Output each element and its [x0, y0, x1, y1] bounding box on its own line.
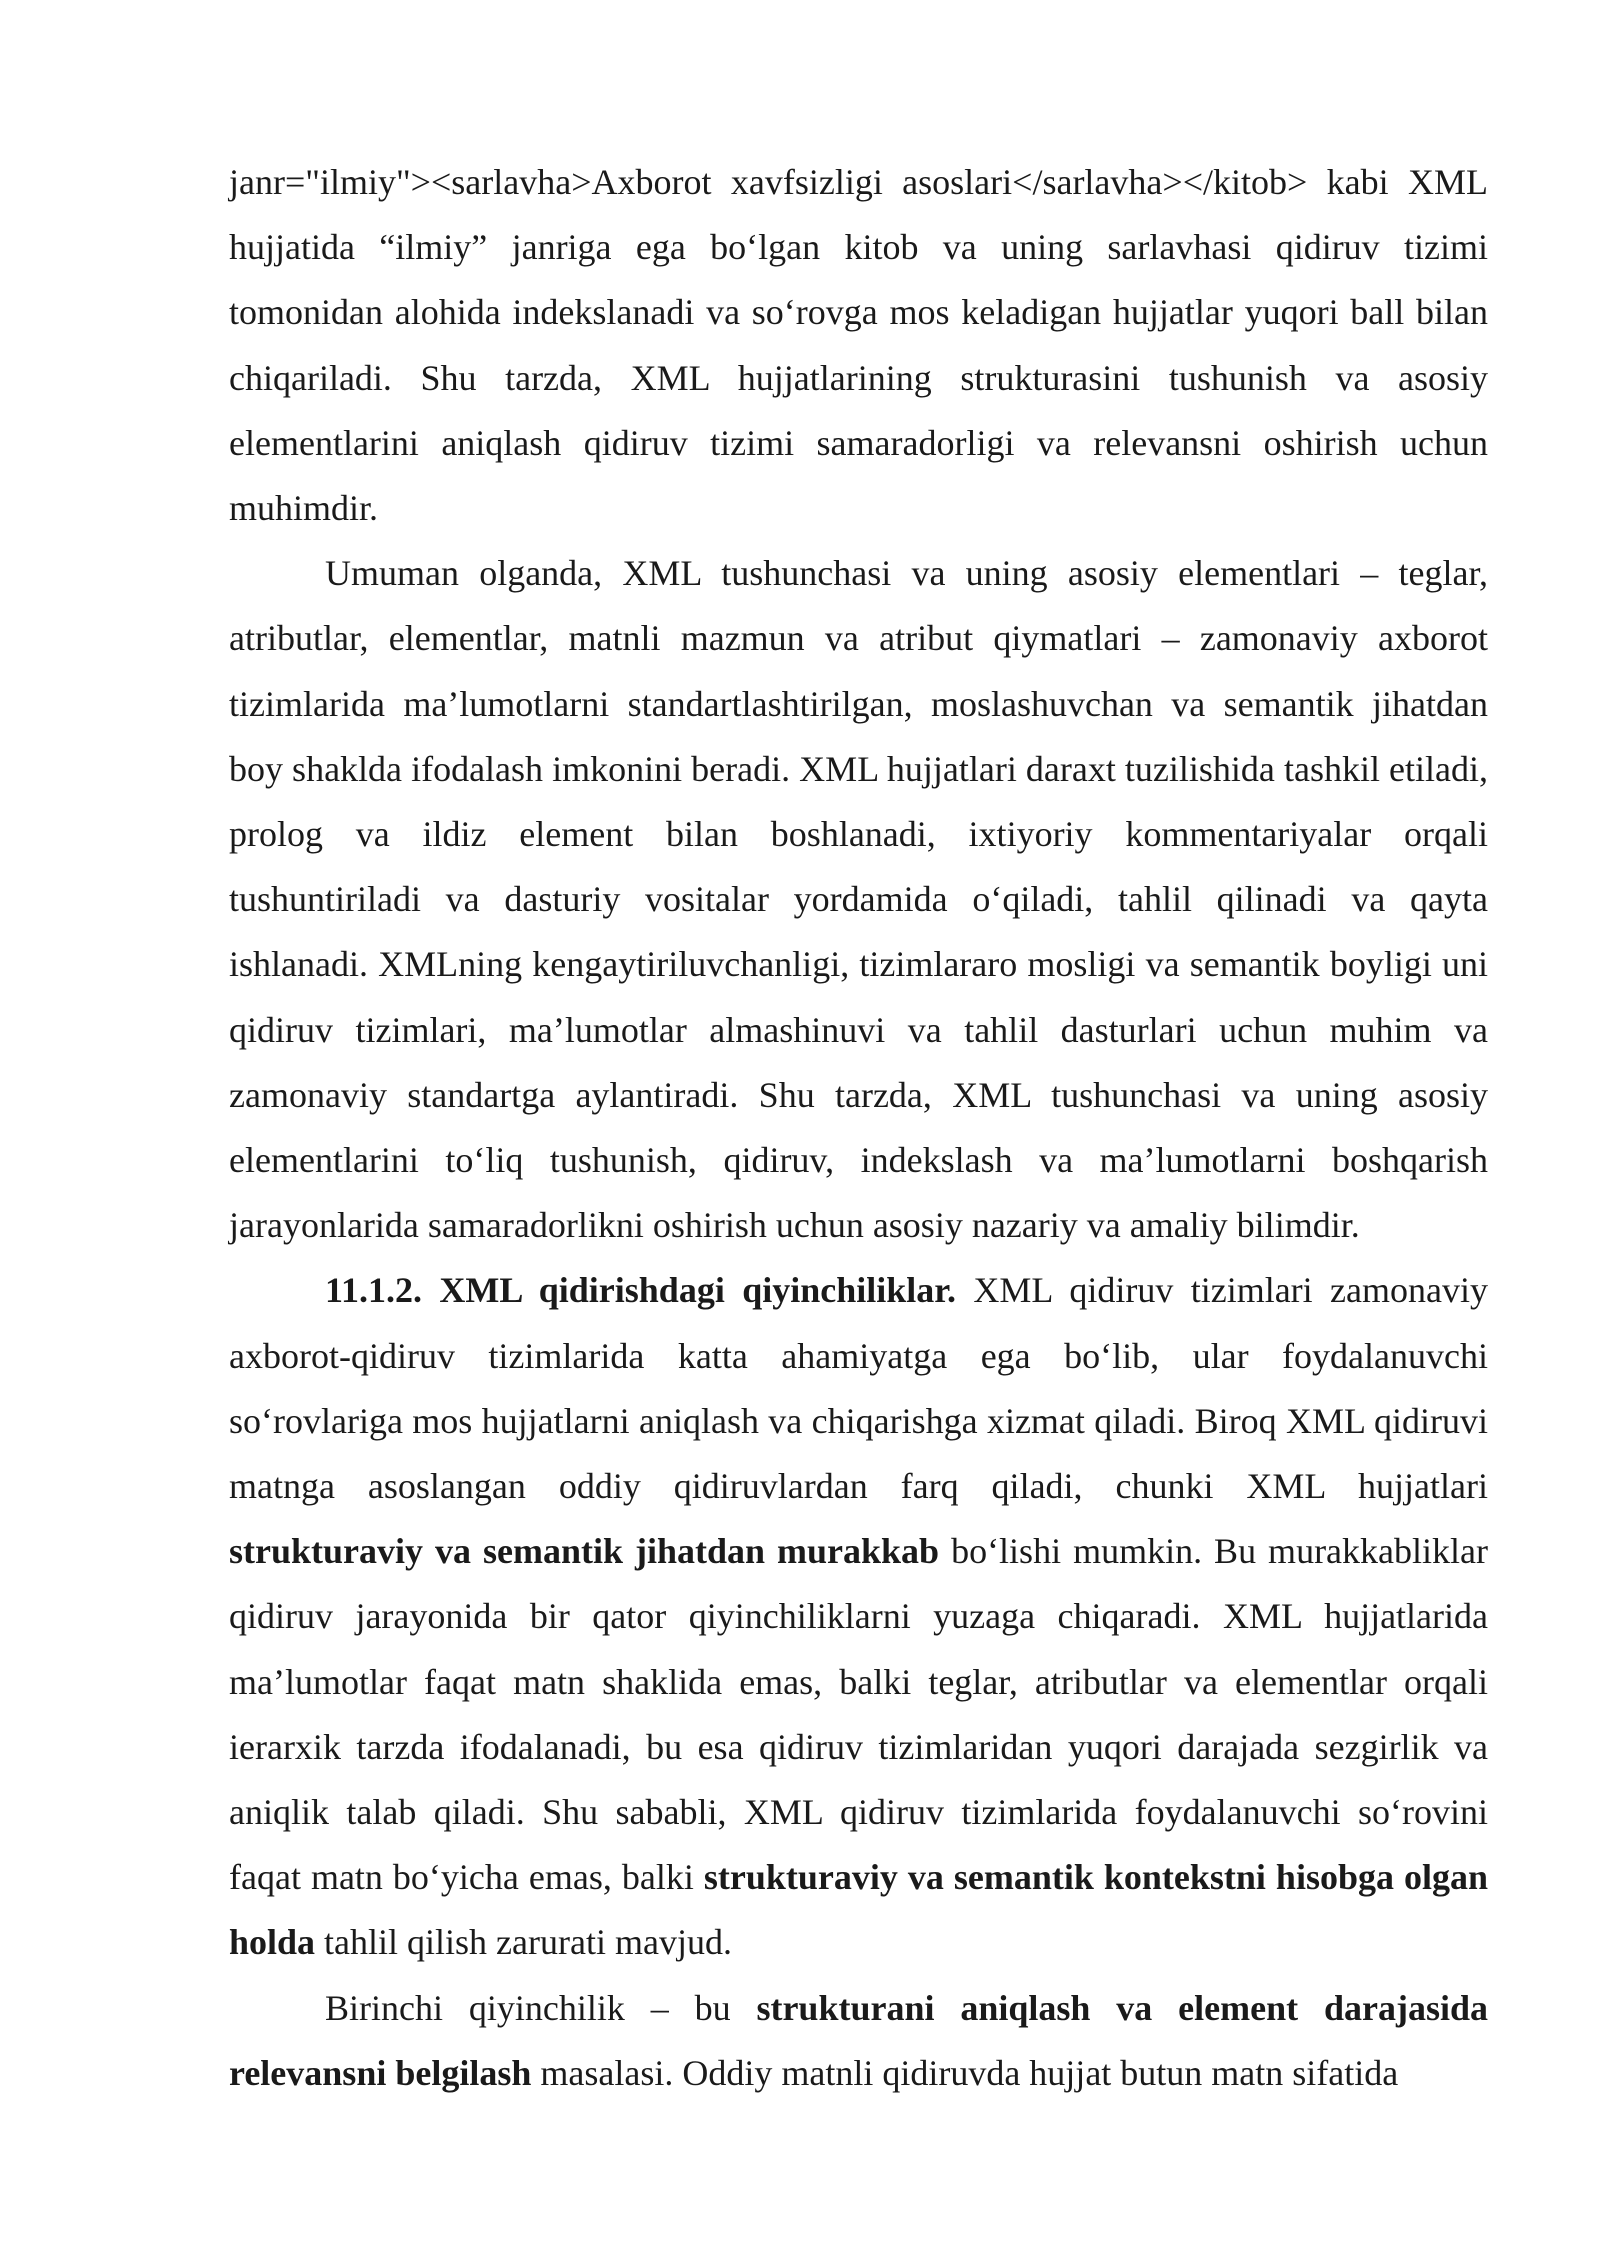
paragraph-4 [229, 1976, 1488, 2106]
paragraph-3-bold-a: strukturaviy va semantik jihatdan murakkab [229, 1531, 940, 1572]
paragraph-3-text-a: XML qidiruv tizimlari zamonaviy axborot-qidiruv tizimlarida katta ahamiyatga ega bo‘lib, ular foydalanuvchi so‘rovlariga mos hujjatlarni aniqlash va chiqarishga xizmat qiladi. Biroq XML qidiruvi matnga asoslangan oddiy qidiruvlardan farq qiladi, chunki XML hujjatlari [229, 1270, 1488, 1507]
paragraph-3-text-b: bo‘lishi mumkin. Bu murakkabliklar qidiruv jarayonida bir qator qiyinchiliklarni yuzaga chiqaradi. XML hujjatlarida ma’lumotlar faqat matn shaklida emas, balki teglar, atributlar va elementlar orqali ierarxik tarzda ifodalanadi, bu esa qidiruv tizimlaridan yuqori darajada sezgirlik va aniqlik talab qiladi. Shu sababli, XML qidiruv tizimlarida foydalanuvchi so‘rovini faqat matn bo‘yicha emas, balki [229, 1531, 1488, 1898]
paragraph-2 [229, 541, 1488, 1258]
paragraph-3-text-c: tahlil qilish zarurati mavjud. [315, 1922, 732, 1963]
paragraph-4-text-b: masalasi. Oddiy matnli qidiruvda hujjat butun matn sifatida [531, 2052, 1399, 2093]
paragraph-4-bold: strukturani aniqlash va element darajasida relevansni belgilash [229, 1987, 1488, 2093]
paragraph-2-text: Umuman olganda, XML tushunchasi va uning asosiy elementlari – teglar, atributlar, elementlar, matnli mazmun va atribut qiymatlari – zamonaviy axborot tizimlarida ma’lumotlarni standartlashtirilgan, moslashuvchan va semantik jihatdan boy shaklda ifodalash imkonini beradi. XML hujjatlari daraxt tuzilishida tashkil etiladi, prolog va ildiz element bilan boshlanadi, ixtiyoriy kommentariyalar orqali tushuntiriladi va dasturiy vositalar yordamida o‘qiladi, tahlil qilinadi va qayta ishlanadi. XMLning kengaytiriluvchanligi, tizimlararo mosligi va semantik boyligi uni qidiruv tizimlari, ma’lumotlar almashinuvi va tahlil dasturlari uchun muhim va zamonaviy standartga aylantiradi. Shu tarzda, XML tushunchasi va uning asosiy elementlarini to‘liq tushunish, qidiruv, indekslash va ma’lumotlarni boshqarish jarayonlarida samaradorlikni oshirish uchun asosiy nazariy va amaliy bilimdir. [229, 553, 1488, 1246]
paragraph-4-text-a: Birinchi qiyinchilik – bu [325, 1987, 757, 2028]
paragraph-3 [229, 1258, 1488, 1975]
paragraph-1-text: janr="ilmiy"><sarlavha>Axborot xavfsizligi asoslari</sarlavha></kitob> kabi XML hujjatida “ilmiy” janriga ega bo‘lgan kitob va uning sarlavhasi qidiruv tizimi tomonidan alohida indekslanadi va so‘rovga mos keladigan hujjatlar yuqori ball bilan chiqariladi. Shu tarzda, XML hujjatlarining strukturasini tushunish va asosiy elementlarini aniqlash qidiruv tizimi samaradorligi va relevansni oshirish uchun muhimdir. [229, 162, 1488, 529]
paragraph-3-bold-b: strukturaviy va semantik kontekstni hisobga olgan holda [229, 1857, 1489, 1963]
paragraph-1 [229, 150, 1488, 541]
document-page [229, 150, 1488, 2106]
section-heading: 11.1.2. XML qidirishdagi qiyinchiliklar. [325, 1270, 956, 1311]
